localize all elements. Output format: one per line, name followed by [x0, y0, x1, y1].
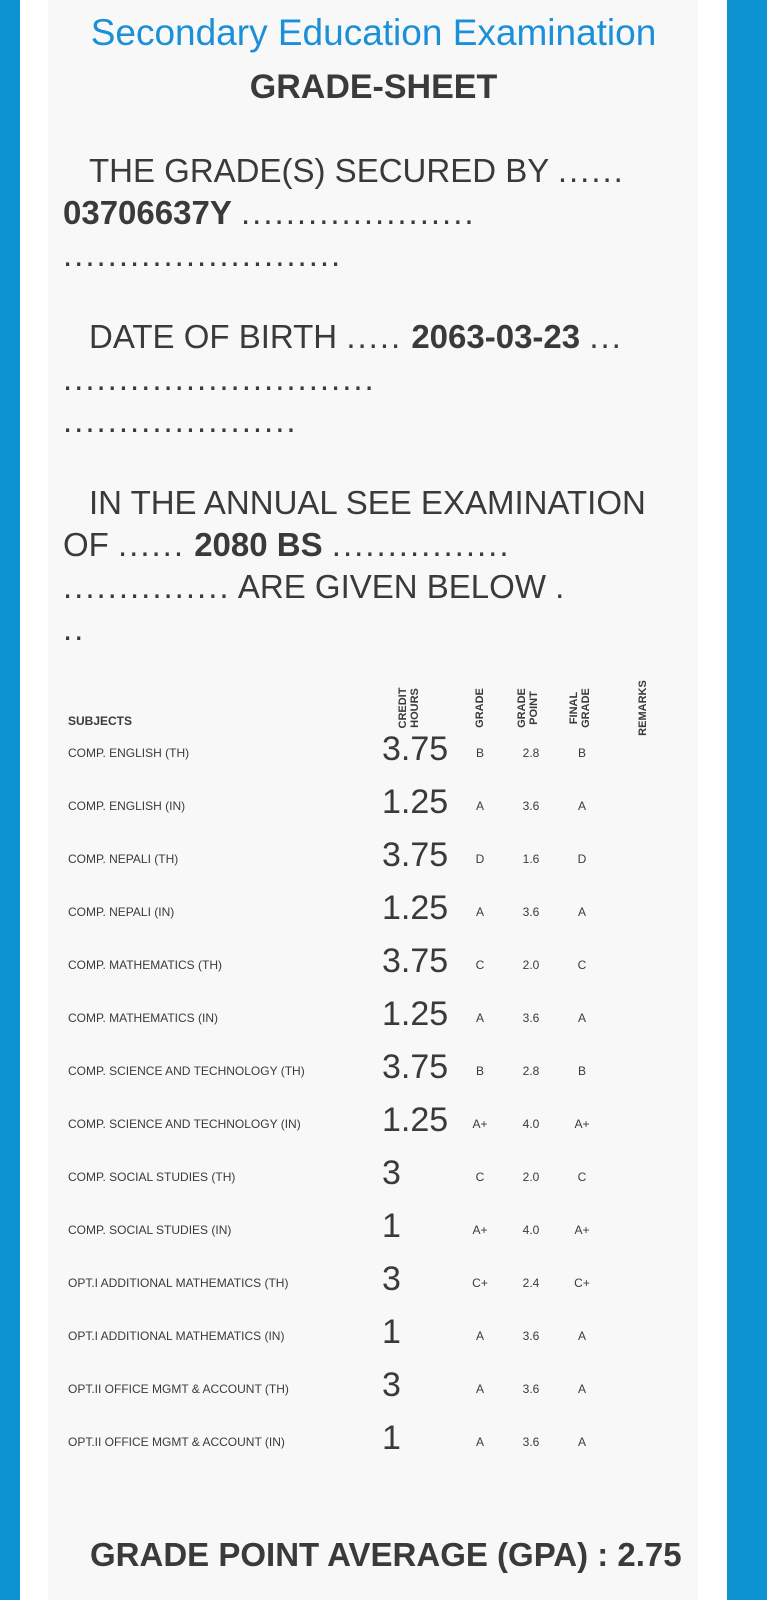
exam-title: Secondary Education Examination: [90, 12, 657, 53]
table-row: [20, 1205, 727, 1258]
subject-cell: COMP. NEPALI (IN): [68, 905, 175, 919]
grade-point-cell: 4.0: [522, 1117, 540, 1131]
gpa-label: GRADE POINT AVERAGE (GPA) :: [90, 1536, 618, 1573]
credit-hours-cell: 1.25: [382, 889, 449, 927]
header-remarks: REMARKS: [637, 680, 649, 736]
final-grade-cell: A: [577, 1329, 587, 1343]
exam-of-label: OF: [63, 526, 109, 563]
credit-hours-cell: 1: [382, 1207, 401, 1245]
dob-value: 2063-03-23: [411, 318, 581, 355]
credit-hours-cell: 1: [382, 1419, 401, 1457]
gpa-value: 2.75: [617, 1536, 682, 1573]
grade-point-cell: 4.0: [522, 1223, 540, 1237]
final-grade-cell: A+: [574, 1223, 590, 1237]
grade-point-cell: 2.0: [522, 958, 540, 972]
credit-hours-cell: 1.25: [382, 995, 449, 1033]
credit-hours-cell: 1.25: [382, 783, 449, 821]
header-final-grade: FINAL GRADE: [568, 688, 592, 728]
secured-by-paragraph: THE GRADE(S) SECURED BY ...... 03706637Y ..................... .........................: [63, 152, 625, 273]
grade-sheet: [20, 0, 727, 1600]
final-grade-cell: C: [577, 1170, 587, 1184]
subject-cell: OPT.II OFFICE MGMT & ACCOUNT (IN): [68, 1435, 285, 1449]
grade-cell: A: [475, 1435, 485, 1449]
grade-point-cell: 3.6: [522, 1329, 540, 1343]
given-below-label: ARE GIVEN BELOW: [237, 568, 546, 605]
subject-cell: COMP. MATHEMATICS (IN): [68, 1011, 218, 1025]
grade-point-cell: 3.6: [522, 1435, 540, 1449]
grade-point-cell: 2.8: [522, 1064, 540, 1078]
header-subjects: SUBJECTS: [68, 714, 133, 728]
dob-label: DATE OF BIRTH: [89, 318, 338, 355]
header-grade-point: GRADE POINT: [516, 688, 540, 728]
table-row: [20, 781, 727, 834]
grade-point-cell: 3.6: [522, 905, 540, 919]
grade-cell: B: [475, 1064, 485, 1078]
table-row: [20, 834, 727, 887]
subject-cell: COMP. SCIENCE AND TECHNOLOGY (TH): [68, 1064, 305, 1078]
sheet-subtitle: GRADE-SHEET: [249, 68, 498, 106]
header-credit-hours: CREDIT HOURS: [397, 687, 421, 729]
table-row: [20, 1046, 727, 1099]
grade-cell: D: [475, 852, 485, 866]
grade-point-cell: 2.8: [522, 746, 540, 760]
grade-cell: A+: [472, 1117, 488, 1131]
subject-cell: COMP. ENGLISH (IN): [68, 799, 186, 813]
credit-hours-cell: 3.75: [382, 1048, 449, 1086]
grade-cell: C: [475, 958, 485, 972]
grade-point-cell: 2.4: [522, 1276, 540, 1290]
final-grade-cell: A: [577, 1435, 587, 1449]
grade-cell: C: [475, 1170, 485, 1184]
final-grade-cell: A+: [574, 1117, 590, 1131]
subject-cell: OPT.I ADDITIONAL MATHEMATICS (IN): [68, 1329, 285, 1343]
credit-hours-cell: 1.25: [382, 1101, 449, 1139]
subject-cell: COMP. NEPALI (TH): [68, 852, 179, 866]
subject-cell: COMP. SOCIAL STUDIES (TH): [68, 1170, 236, 1184]
exam-label: IN THE ANNUAL SEE EXAMINATION: [89, 484, 646, 521]
grade-cell: B: [475, 746, 485, 760]
gpa-summary: [90, 1536, 682, 1574]
grade-cell: A: [475, 1329, 485, 1343]
final-grade-cell: A: [577, 1382, 587, 1396]
final-grade-cell: C: [577, 958, 587, 972]
final-grade-cell: B: [577, 746, 587, 760]
table-row: [20, 1099, 727, 1152]
table-row: [20, 1258, 727, 1311]
subject-cell: COMP. SCIENCE AND TECHNOLOGY (IN): [68, 1117, 301, 1131]
credit-hours-cell: 1: [382, 1313, 401, 1351]
subject-cell: COMP. ENGLISH (TH): [68, 746, 190, 760]
final-grade-cell: D: [577, 852, 587, 866]
table-row: [20, 1417, 727, 1470]
grade-cell: A+: [472, 1223, 488, 1237]
table-row: [20, 1364, 727, 1417]
final-grade-cell: A: [577, 905, 587, 919]
table-row: [20, 728, 727, 781]
subject-cell: COMP. SOCIAL STUDIES (IN): [68, 1223, 232, 1237]
grade-point-cell: 3.6: [522, 1011, 540, 1025]
table-row: [20, 940, 727, 993]
credit-hours-cell: 3.75: [382, 942, 449, 980]
final-grade-cell: A: [577, 799, 587, 813]
table-row: [20, 1152, 727, 1205]
final-grade-cell: C+: [574, 1276, 590, 1290]
grade-cell: A: [475, 905, 485, 919]
credit-hours-cell: 3: [382, 1260, 401, 1298]
grade-point-cell: 2.0: [522, 1170, 540, 1184]
final-grade-cell: B: [577, 1064, 587, 1078]
table-row: [20, 887, 727, 940]
credit-hours-cell: 3: [382, 1366, 401, 1404]
final-grade-cell: A: [577, 1011, 587, 1025]
dob-paragraph: DATE OF BIRTH ..... 2063-03-23 ... ............................ .....................: [63, 318, 623, 439]
symbol-number: 03706637Y: [63, 194, 232, 231]
header-grade: GRADE: [474, 688, 486, 728]
grade-cell: A: [475, 1011, 485, 1025]
table-row: [20, 1311, 727, 1364]
credit-hours-cell: 3: [382, 1154, 401, 1192]
subject-cell: COMP. MATHEMATICS (TH): [68, 958, 222, 972]
grade-point-cell: 1.6: [522, 852, 540, 866]
credit-hours-cell: 3.75: [382, 730, 449, 768]
table-row: [20, 993, 727, 1046]
exam-paragraph: IN THE ANNUAL SEE EXAMINATION OF ...... 2080 BS ................ ............... ARE GIVEN BELOW . ..: [63, 484, 646, 647]
subject-cell: OPT.I ADDITIONAL MATHEMATICS (TH): [68, 1276, 289, 1290]
grade-point-cell: 3.6: [522, 799, 540, 813]
grade-cell: A: [475, 799, 485, 813]
grade-cell: C+: [472, 1276, 488, 1290]
grade-cell: A: [475, 1382, 485, 1396]
subject-cell: OPT.II OFFICE MGMT & ACCOUNT (TH): [68, 1382, 289, 1396]
secured-by-label: THE GRADE(S) SECURED BY: [89, 152, 549, 189]
grade-point-cell: 3.6: [522, 1382, 540, 1396]
credit-hours-cell: 3.75: [382, 836, 449, 874]
exam-year: 2080 BS: [194, 526, 323, 563]
